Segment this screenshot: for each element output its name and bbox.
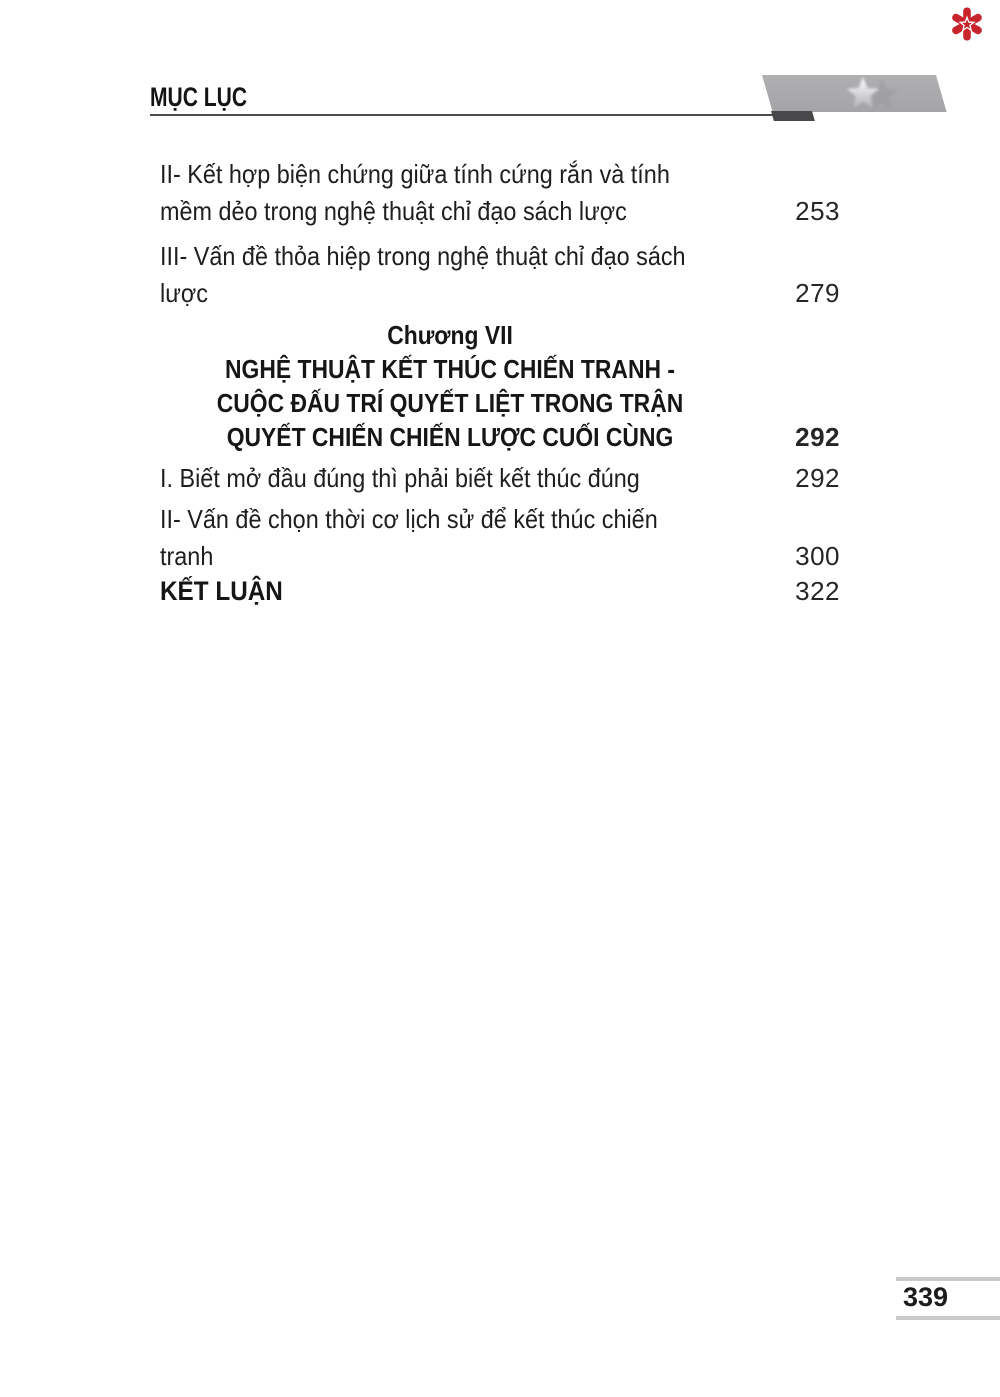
toc-entry-text: I. Biết mở đầu đúng thì phải biết kết thúc đúng (160, 463, 640, 493)
toc-entry (160, 238, 840, 312)
toc-entry (160, 501, 840, 575)
toc-entry-text: II- Kết hợp biện chứng giữa tính cứng rắn và tính (160, 159, 670, 189)
chapter-title-line: QUYẾT CHIẾN CHIẾN LƯỢC CUỐI CÙNG (226, 422, 674, 452)
toc-entry-text: lược (160, 278, 208, 308)
toc-entry (160, 156, 840, 230)
toc-entry-text: II- Vấn đề chọn thời cơ lịch sử để kết thúc chiến (160, 504, 658, 534)
table-of-contents (160, 156, 840, 610)
banner-corner-tab (771, 111, 815, 121)
footer-rule-bottom (896, 1316, 1000, 1320)
page-title: MỤC LỤC (150, 82, 248, 112)
toc-page-number: 253 (795, 196, 840, 226)
red-flower-star-icon (950, 7, 984, 41)
footer-page-number: 339 (903, 1282, 949, 1312)
toc-page-number: 300 (795, 541, 840, 571)
chapter-title-line: NGHỆ THUẬT KẾT THÚC CHIẾN TRANH - (225, 354, 675, 384)
header-underline (150, 114, 774, 116)
chapter-title-line: CUỘC ĐẤU TRÍ QUYẾT LIỆT TRONG TRẬN (216, 388, 684, 418)
toc-entry (160, 460, 840, 497)
toc-page-number: 322 (795, 576, 840, 606)
toc-entry-text: tranh (160, 541, 214, 571)
toc-page-number: 292 (795, 463, 840, 493)
toc-entry (160, 573, 840, 610)
toc-page-number: 279 (795, 278, 840, 308)
toc-page-number: 292 (795, 422, 840, 452)
footer-rule-top (896, 1277, 1000, 1281)
toc-entry-text: mềm dẻo trong nghệ thuật chỉ đạo sách lược (160, 196, 627, 226)
toc-entry-text: KẾT LUẬN (160, 576, 283, 606)
chapter-heading (160, 318, 840, 454)
embossed-star-icon (836, 76, 902, 114)
chapter-label: Chương VII (387, 320, 513, 350)
toc-entry-text: III- Vấn đề thỏa hiệp trong nghệ thuật chỉ đạo sách (160, 241, 686, 271)
